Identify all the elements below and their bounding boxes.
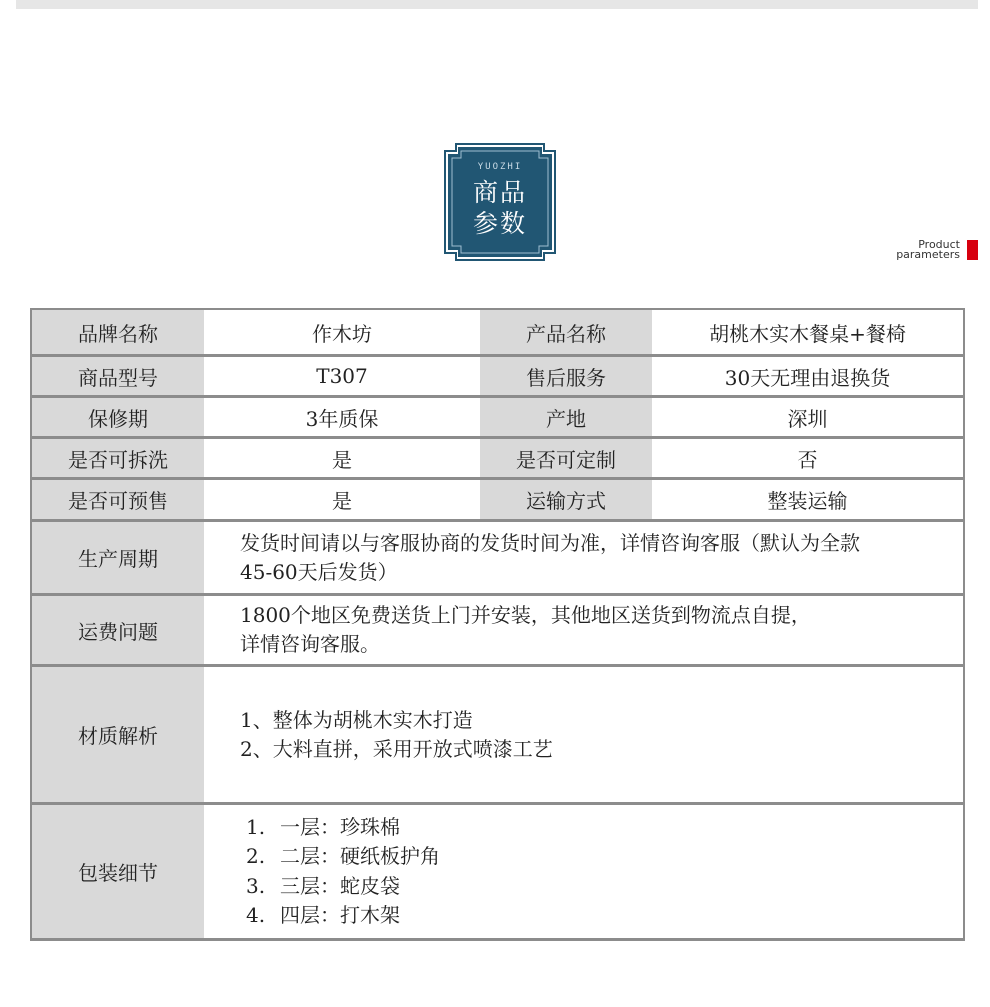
table-row (32, 310, 963, 354)
label-cell: 运输方式 (480, 480, 652, 519)
packaging-cell (204, 805, 963, 938)
value-cell: 深圳 (652, 398, 963, 436)
value-cell: 否 (652, 439, 963, 477)
parameters-table (30, 308, 965, 941)
shipping-line2: 详情咨询客服。 (240, 632, 380, 656)
list-item: 1. 一层：珍珠棉 (246, 814, 400, 839)
list-item: 4. 四层：打木架 (246, 903, 400, 927)
production-cycle-cell (204, 522, 963, 593)
material-cell (204, 667, 963, 802)
production-line1: 发货时间请以与客服协商的发货时间为准，详情咨询客服（默认为全款 (240, 530, 860, 555)
table-row (32, 395, 963, 436)
tag-line2: parameters (896, 248, 960, 261)
material-line2: 2、大料直拼，采用开放式喷漆工艺 (240, 736, 553, 761)
tag-red-marker (967, 240, 978, 260)
label-cell: 产地 (480, 398, 652, 436)
packaging-list (240, 813, 440, 931)
label-cell: 保修期 (32, 398, 204, 436)
badge-title-line1: 商品 (472, 178, 527, 207)
value-cell: 3年质保 (204, 398, 480, 436)
label-cell: 是否可拆洗 (32, 439, 204, 477)
label-cell: 售后服务 (480, 357, 652, 395)
table-row (32, 802, 963, 938)
table-row (32, 354, 963, 395)
label-cell: 产品名称 (480, 310, 652, 354)
table-row (32, 593, 963, 664)
value-cell: 是 (204, 439, 480, 477)
value-cell: 整装运输 (652, 480, 963, 519)
label-cell: 材质解析 (32, 667, 204, 802)
badge-title-line2: 参数 (472, 209, 527, 238)
label-cell: 生产周期 (32, 522, 204, 593)
table-row (32, 477, 963, 519)
list-item: 2. 二层：硬纸板护角 (246, 844, 440, 868)
value-cell: 胡桃木实木餐桌+餐椅 (652, 310, 963, 354)
label-cell: 是否可定制 (480, 439, 652, 477)
value-cell: 作木坊 (204, 310, 480, 354)
value-cell: 是 (204, 480, 480, 519)
label-cell: 运费问题 (32, 596, 204, 664)
tag-line1: Product (918, 238, 960, 251)
product-params-badge (444, 143, 556, 261)
list-item: 3. 三层：蛇皮袋 (246, 873, 400, 898)
table-row (32, 664, 963, 802)
label-cell: 是否可预售 (32, 480, 204, 519)
product-parameters-tag (896, 240, 960, 260)
value-cell: T307 (204, 357, 480, 395)
production-line2: 45-60天后发货） (240, 559, 398, 584)
shipping-cell (204, 596, 963, 664)
badge-brand-text: YUOZHI (477, 162, 523, 172)
material-line1: 1、整体为胡桃木实木打造 (240, 707, 473, 732)
top-divider-bar (16, 0, 978, 9)
label-cell: 品牌名称 (32, 310, 204, 354)
shipping-line1: 1800个地区免费送货上门并安装，其他地区送货到物流点自提， (240, 603, 811, 627)
table-row (32, 436, 963, 477)
label-cell: 包装细节 (32, 805, 204, 938)
label-cell: 商品型号 (32, 357, 204, 395)
table-row (32, 519, 963, 593)
value-cell: 30天无理由退换货 (652, 357, 963, 395)
